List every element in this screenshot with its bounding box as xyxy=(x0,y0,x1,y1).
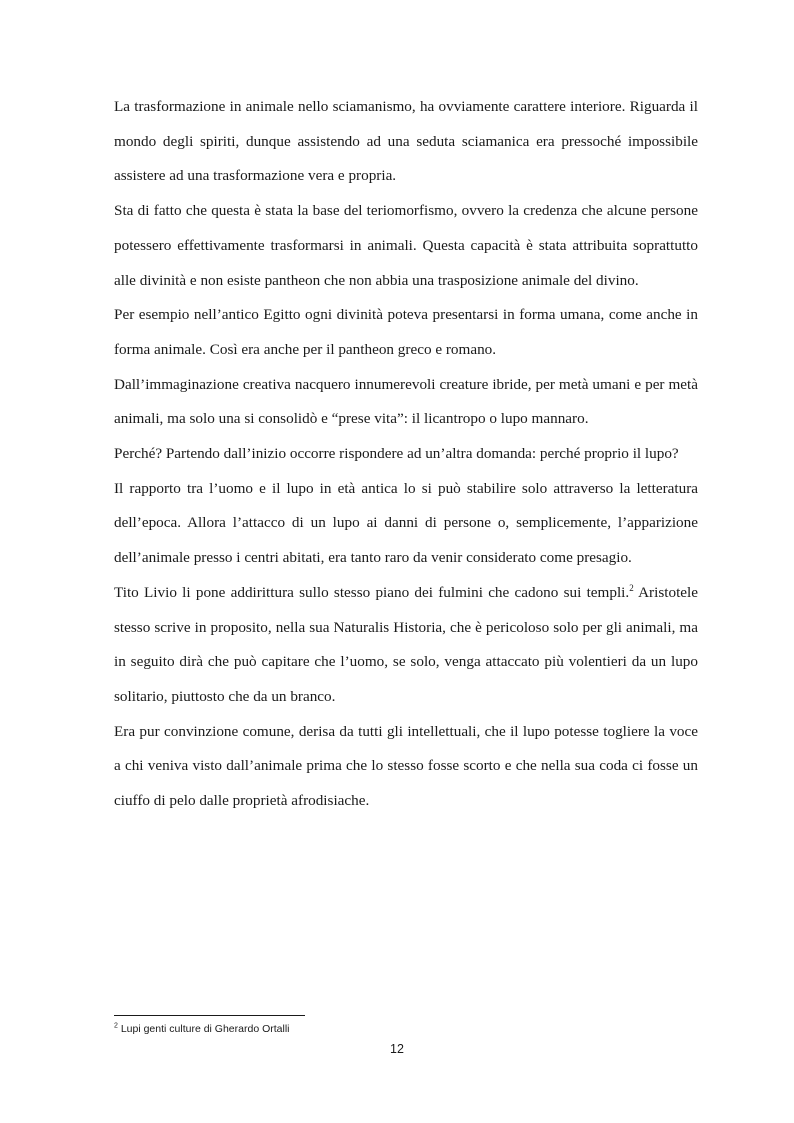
footnote xyxy=(114,1022,698,1036)
paragraph-6: Il rapporto tra l’uomo e il lupo in età antica lo si può stabilire solo attraverso la letteratura dell’epoca. Allora l’attacco di un lupo ai danni di persone o, semplicemente, l’apparizione dell’animale presso i centri abitati, era tanto raro da venir considerato come presagio. xyxy=(114,479,698,567)
paragraph-7 xyxy=(114,576,698,715)
paragraph-1: La trasformazione in animale nello sciamanismo, ha ovviamente carattere interiore. Riguarda il mondo degli spiriti, dunque assistendo ad una seduta sciamanica era pressoché impossibile assistere ad una trasformazione vera e propria. xyxy=(114,98,698,185)
body-text xyxy=(114,90,698,819)
footnote-separator xyxy=(114,1015,305,1016)
page-number: 12 xyxy=(390,1042,404,1056)
footnote-number: 2 xyxy=(114,1022,118,1030)
paragraph-5: Perché? Partendo dall’inizio occorre rispondere ad un’altra domanda: perché proprio il lupo? xyxy=(114,445,679,463)
paragraph-3: Per esempio nell’antico Egitto ogni divinità poteva presentarsi in forma umana, come anche in forma animale. Così era anche per il pantheon greco e romano. xyxy=(114,306,698,358)
paragraph-7-after: Aristotele stesso scrive in proposito, nella sua Naturalis Historia, che è pericoloso solo per gli animali, ma in seguito dirà che può capitare che l’uomo, se solo, venga attaccato più volentieri da un lupo solitario, piuttosto che da un branco. xyxy=(114,583,698,705)
paragraph-8: Era pur convinzione comune, derisa da tutti gli intellettuali, che il lupo potesse togliere la voce a chi veniva visto dall’animale prima che lo stesso fosse scorto e che nella sua coda ci fosse un ciuffo di pelo dalle proprietà afrodisiache. xyxy=(114,722,698,810)
paragraph-2: Sta di fatto che questa è stata la base del teriomorfismo, ovvero la credenza che alcune persone potessero effettivamente trasformarsi in animali. Questa capacità è stata attribuita soprattutto alle divinità e non esiste pantheon che non abbia una trasposizione animale del divino. xyxy=(114,202,698,289)
footnote-text: Lupi genti culture di Gherardo Ortalli xyxy=(117,1023,290,1035)
paragraph-4: Dall’immaginazione creativa nacquero innumerevoli creature ibride, per metà umani e per metà animali, ma solo una si consolidò e “prese vita”: il licantropo o lupo mannaro. xyxy=(114,375,698,428)
footnote-reference[interactable]: 2 xyxy=(629,582,634,593)
paragraph-7-before: Tito Livio li pone addirittura sullo stesso piano dei fulmini che cadono sui templi. xyxy=(114,583,630,601)
